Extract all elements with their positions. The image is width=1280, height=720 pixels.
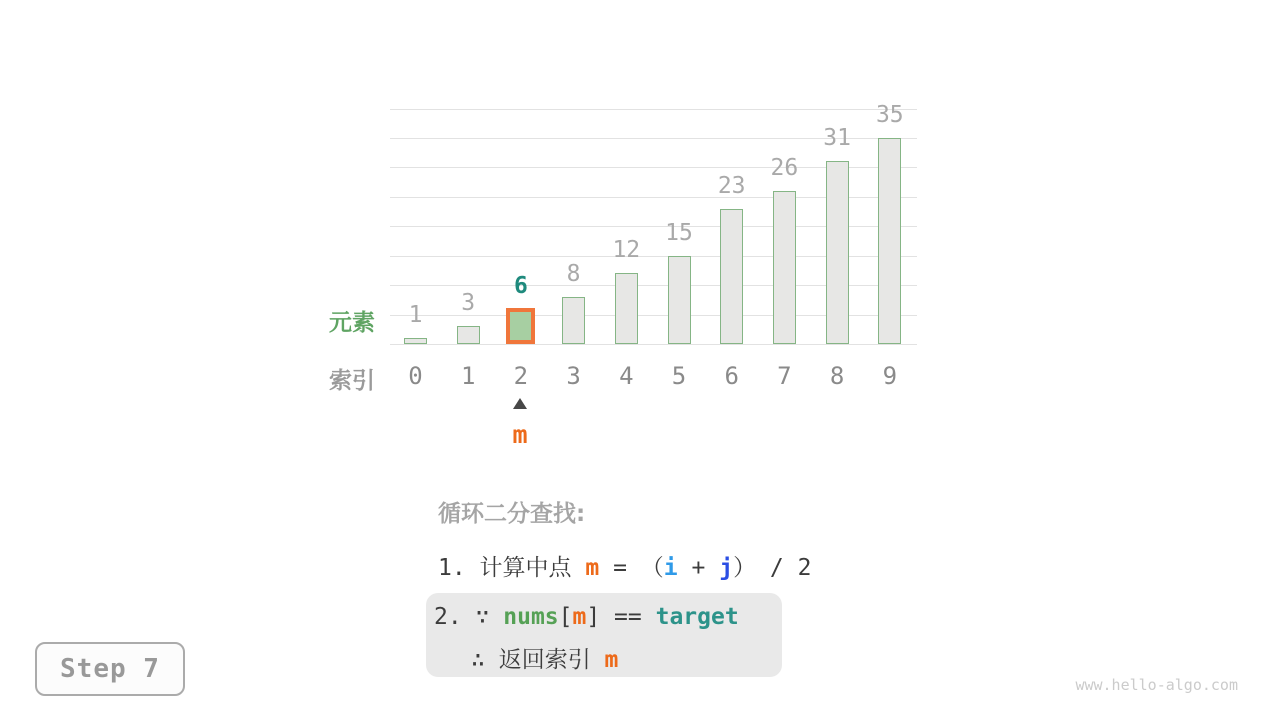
bar [773,191,796,344]
bar-value-label: 3 [461,290,476,317]
text-token-plain: （ [640,555,664,581]
pointer-up-arrow-icon [513,398,527,409]
bar [668,256,691,344]
bar-value-label: 12 [612,237,641,264]
index-label: 8 [829,362,845,390]
text-token-plain: = [599,555,641,581]
text-token-plain: ） [733,555,757,581]
text-token-plain: ∴ 返回索引 [471,647,605,673]
index-label: 3 [566,362,581,390]
text-token-plain: 2. ∵ [434,604,504,630]
description-highlight-box [426,593,782,677]
bar-value-label: 6 [513,272,528,299]
bar-value-label: 31 [823,125,851,152]
description-heading: 循环二分查找: [438,501,586,527]
text-token-target: target [655,604,739,630]
index-label: 1 [460,362,476,390]
description-box-line-2 [471,641,618,674]
bar-value-label: 26 [770,154,799,181]
text-token-j: j [719,555,734,581]
bar-value-label: 1 [408,302,423,329]
y-axis-label: 元素 [329,310,375,336]
bar [457,326,480,344]
index-label: 5 [671,362,687,390]
watermark-url: www.hello-algo.com [1075,676,1238,694]
index-label: 2 [513,362,529,390]
index-label: 7 [777,362,792,390]
bar-highlighted [506,308,535,344]
index-label: 6 [724,362,739,390]
text-token-m: m [585,555,600,581]
text-token-m: m [604,647,619,673]
bar [404,338,427,344]
text-token-plain: ] == [586,604,656,630]
description-line-1 [438,549,811,582]
text-token-i: i [663,555,678,581]
index-label: 0 [408,362,423,390]
bar [615,273,638,344]
text-token-plain: + [677,555,720,581]
text-token-nums: nums [503,604,559,630]
bar-value-label: 15 [665,219,693,246]
gridline [390,344,917,345]
index-label: 9 [882,362,898,390]
text-token-m: m [572,604,587,630]
text-token-plain: [ [558,604,573,630]
gridline [390,109,917,110]
bar-value-label: 35 [875,101,904,128]
description-box-line-1 [434,604,739,630]
text-token-plain: / 2 [756,555,812,581]
bar [826,161,849,344]
text-token-plain: 1. 计算中点 [438,555,586,581]
step-badge-label: Step 7 [60,654,160,684]
index-label: 4 [619,362,634,390]
bar [720,209,743,344]
x-axis-label: 索引 [329,368,375,394]
bar [878,138,901,344]
bar-value-label: 8 [566,260,581,287]
bar-value-label: 23 [717,172,746,199]
step-badge [35,642,185,696]
bar [562,297,585,344]
pointer-m-label: m [512,420,528,449]
